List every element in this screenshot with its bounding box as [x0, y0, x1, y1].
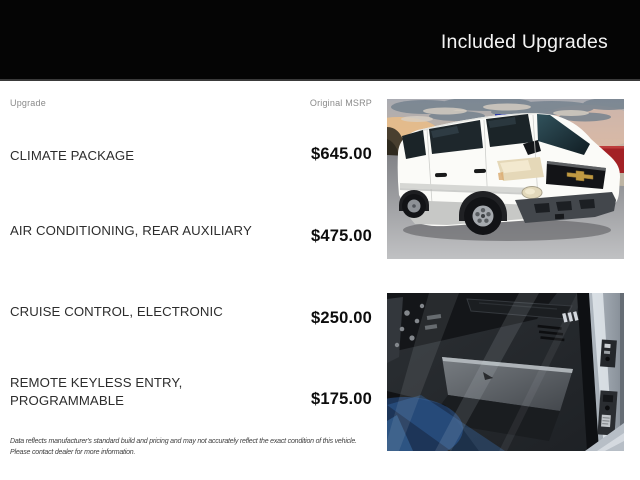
disclaimer-line: Data reflects manufacturer's standard build and pricing and may not accurately reflect the exact condition of this vehicle.	[10, 438, 357, 445]
door-hinge-hardware	[600, 339, 617, 367]
upgrade-price: $175.00	[310, 390, 372, 408]
door-handle	[435, 173, 447, 177]
page-title: Included Upgrades	[440, 31, 608, 53]
rear-wheel	[402, 194, 426, 218]
upgrade-name: CRUISE CONTROL, ELECTRONIC	[10, 304, 223, 319]
column-header-msrp: Original MSRP	[309, 98, 372, 108]
page-header	[0, 0, 640, 81]
upgrade-name: REMOTE KEYLESS ENTRY, PROGRAMMABLE	[10, 375, 183, 408]
upgrade-name: AIR CONDITIONING, REAR AUXILIARY	[10, 223, 252, 238]
front-wheel	[464, 197, 502, 235]
disclaimer-text	[10, 437, 357, 458]
upgrade-price: $645.00	[310, 145, 372, 163]
vehicle-photo-interior	[387, 293, 624, 451]
upgrade-price: $250.00	[310, 309, 372, 327]
upgrade-name: CLIMATE PACKAGE	[10, 148, 135, 163]
door-latch-hardware	[597, 390, 617, 435]
interior-photo-illustration	[387, 293, 624, 451]
disclaimer-line: Please contact dealer for more information.	[10, 448, 136, 456]
vehicle-photo-exterior	[387, 99, 624, 259]
upgrade-price: $475.00	[310, 227, 372, 245]
exterior-photo-illustration	[387, 99, 624, 259]
door-handle	[474, 169, 486, 173]
column-header-upgrade: Upgrade	[10, 98, 46, 108]
